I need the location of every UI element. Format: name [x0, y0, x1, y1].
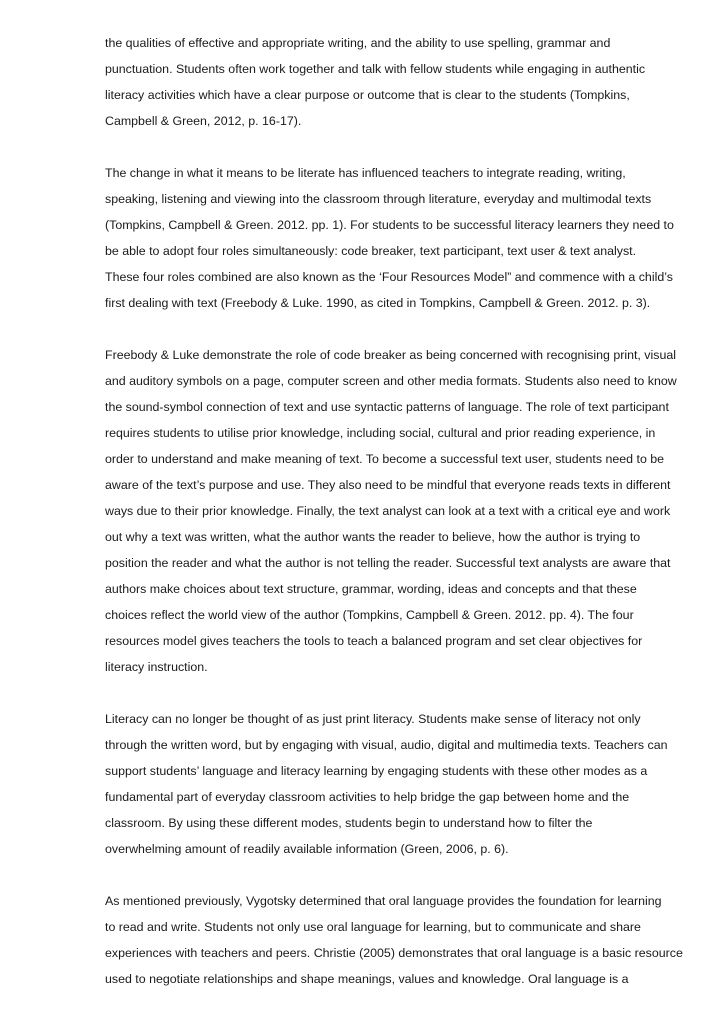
text-line: resources model gives teachers the tools to teach a balanced program and set clear objectives for: [105, 634, 643, 648]
document-page: [105, 30, 685, 1018]
text-line: ways due to their prior knowledge. Finally, the text analyst can look at a text with a critical eye and work: [105, 504, 671, 518]
text-line: the qualities of effective and appropriate writing, and the ability to use spelling, grammar and: [105, 36, 611, 50]
text-line: speaking, listening and viewing into the classroom through literature, everyday and multimodal texts: [105, 192, 652, 206]
text-line: and auditory symbols on a page, computer screen and other media formats. Students also need to know: [105, 374, 677, 388]
text-line: order to understand and make meaning of text. To become a successful text user, students need to be: [105, 452, 665, 466]
text-line: authors make choices about text structure, grammar, wording, ideas and concepts and that these: [105, 582, 637, 596]
paragraph-5: [105, 888, 685, 992]
text-line: the sound-symbol connection of text and use syntactic patterns of language. The role of text participant: [105, 400, 669, 414]
text-line: As mentioned previously, Vygotsky determined that oral language provides the foundation for learning: [105, 894, 662, 908]
text-line: overwhelming amount of readily available information (Green, 2006, p. 6).: [105, 842, 509, 856]
paragraph-1: [105, 30, 685, 134]
text-line: support students’ language and literacy learning by engaging students with these other modes as a: [105, 764, 648, 778]
text-line: literacy activities which have a clear purpose or outcome that is clear to the students (Tompkins,: [105, 88, 630, 102]
text-line: Literacy can no longer be thought of as just print literacy. Students make sense of literacy not only: [105, 712, 641, 726]
text-line: punctuation. Students often work together and talk with fellow students while engaging in authentic: [105, 62, 646, 76]
paragraph-3: [105, 342, 685, 680]
paragraph-4: [105, 706, 685, 862]
text-line: first dealing with text (Freebody & Luke. 1990, as cited in Tompkins, Campbell & Green. 2012. p. 3).: [105, 296, 651, 310]
text-line: out why a text was written, what the author wants the reader to believe, how the author is trying to: [105, 530, 641, 544]
text-line: (Tompkins, Campbell & Green. 2012. pp. 1). For students to be successful literacy learners they need to: [105, 218, 674, 232]
text-line: The change in what it means to be literate has influenced teachers to integrate reading, writing,: [105, 166, 626, 180]
text-line: Freebody & Luke demonstrate the role of code breaker as being concerned with recognising print, visual: [105, 348, 676, 362]
text-line: requires students to utilise prior knowledge, including social, cultural and prior reading experience, in: [105, 426, 656, 440]
text-line: choices reflect the world view of the author (Tompkins, Campbell & Green. 2012. pp. 4). The four: [105, 608, 634, 622]
text-line: position the reader and what the author is not telling the reader. Successful text analysts are aware that: [105, 556, 671, 570]
text-line: fundamental part of everyday classroom activities to help bridge the gap between home and the: [105, 790, 630, 804]
text-line: used to negotiate relationships and shape meanings, values and knowledge. Oral language is a: [105, 972, 629, 986]
paragraph-2: [105, 160, 685, 316]
text-line: aware of the text’s purpose and use. They also need to be mindful that everyone reads texts in different: [105, 478, 671, 492]
text-line: literacy instruction.: [105, 660, 208, 674]
text-line: be able to adopt four roles simultaneously: code breaker, text participant, text user & text analyst.: [105, 244, 637, 258]
text-line: Campbell & Green, 2012, p. 16-17).: [105, 114, 302, 128]
text-line: through the written word, but by engaging with visual, audio, digital and multimedia texts. Teachers can: [105, 738, 668, 752]
text-line: These four roles combined are also known as the ‘Four Resources Model” and commence with a child’s: [105, 270, 673, 284]
text-line: classroom. By using these different modes, students begin to understand how to filter the: [105, 816, 593, 830]
text-line: to read and write. Students not only use oral language for learning, but to communicate and share: [105, 920, 641, 934]
text-line: experiences with teachers and peers. Christie (2005) demonstrates that oral language is a basic resource: [105, 946, 683, 960]
